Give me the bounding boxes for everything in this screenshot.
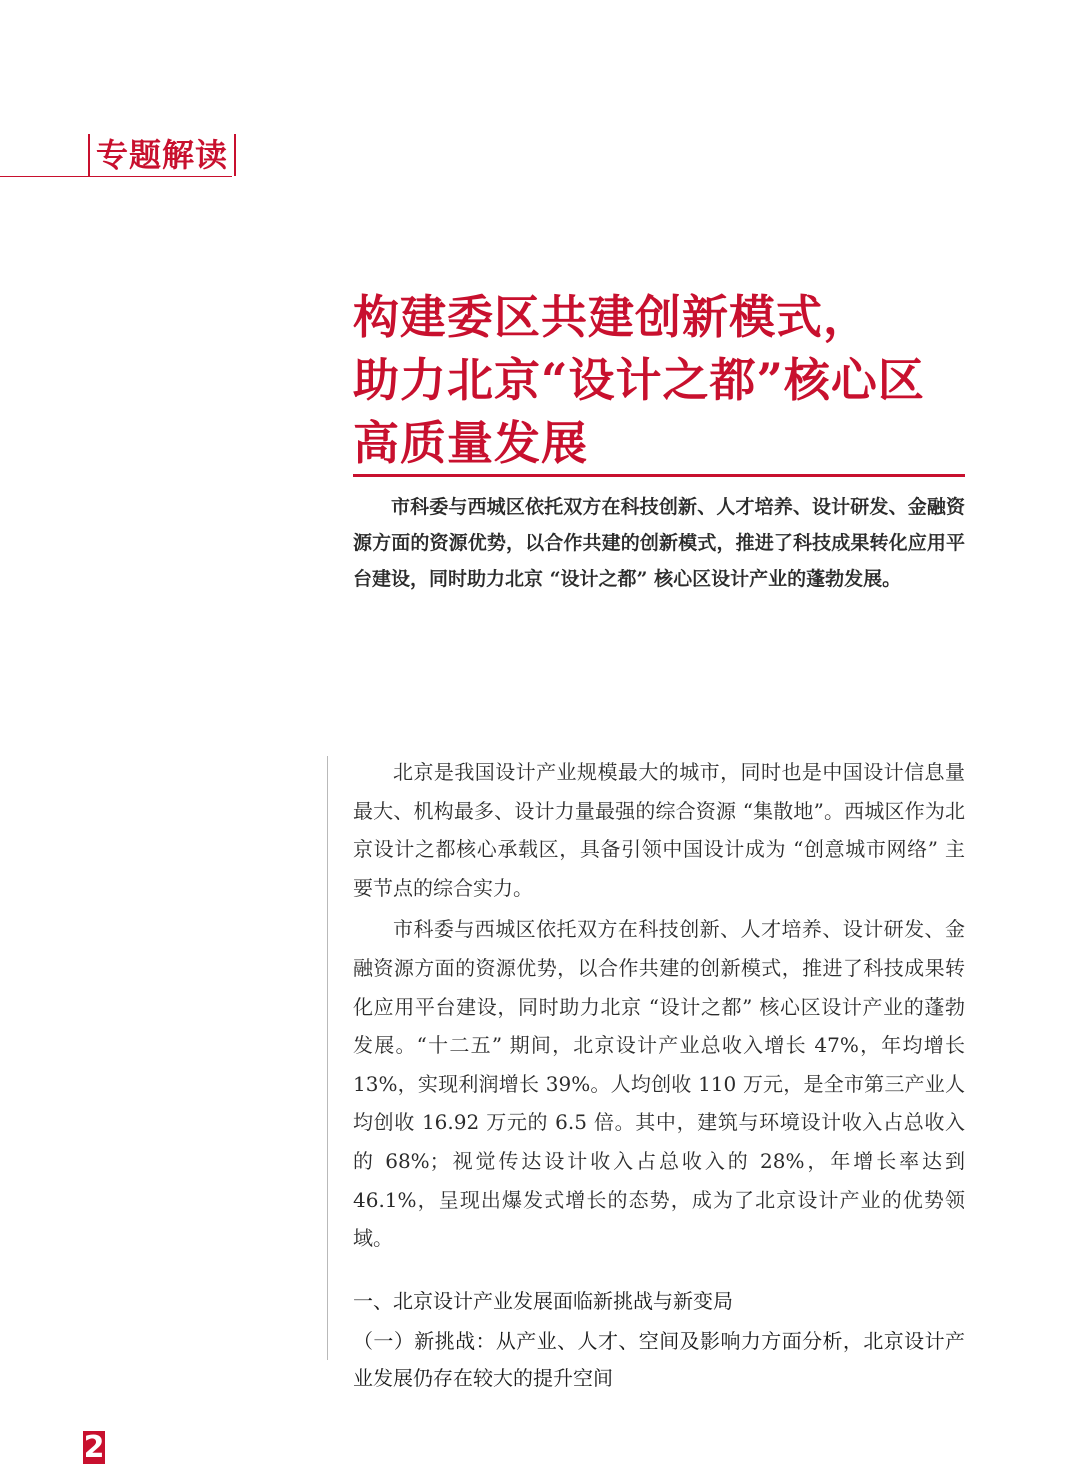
section-heading-1: 一、北京设计产业发展面临新挑战与新变局 — [353, 1288, 733, 1313]
body-column-rule — [327, 756, 328, 1360]
section-label: 专题解读 — [96, 136, 229, 174]
section-tag-rule — [0, 176, 232, 177]
section-heading-2: （一）新挑战：从产业、人才、空间及影响力方面分析，北京设计产业发展仍存在较大的提升空间 — [353, 1328, 965, 1390]
title-divider — [353, 474, 965, 477]
page-number: 2 — [83, 1430, 105, 1465]
article-abstract: 市科委与西城区依托双方在科技创新、人才培养、设计研发、金融资源方面的资源优势，以合作共建的创新模式，推进了科技成果转化应用平台建设，同时助力北京 “设计之都” 核心区设计产业的蓬勃发展。 — [353, 496, 965, 590]
section-tag-left-bar — [88, 134, 90, 176]
title-line-2: 助力北京“设计之都”核心区 — [353, 353, 925, 407]
title-line-3: 高质量发展 — [353, 416, 588, 470]
article-body — [353, 753, 965, 1400]
body-paragraph-1: 北京是我国设计产业规模最大的城市，同时也是中国设计信息量最大、机构最多、设计力量最强的综合资源 “集散地”。西城区作为北京设计之都核心承载区，具备引领中国设计成为 “创意城市网络” 主要节点的综合实力。 — [353, 760, 965, 900]
body-paragraph-2: 市科委与西城区依托双方在科技创新、人才培养、设计研发、金融资源方面的资源优势，以合作共建的创新模式，推进了科技成果转化应用平台建设，同时助力北京 “设计之都” 核心区设计产业的蓬勃发展。“十二五” 期间，北京设计产业总收入增长 47%，年均增长 13%，实现利润增长 39%。人均创收 110 万元，是全市第三产业人均创收 16.92 万元的 6.5 倍。其中，建筑与环境设计收入占总收入的 68%；视觉传达设计收入占总收入的 28%，年增长率达到 46.1%，呈现出爆发式增长的态势，成为了北京设计产业的优势领域。 — [353, 917, 965, 1251]
title-line-1: 构建委区共建创新模式， — [353, 290, 870, 344]
section-tag — [0, 120, 240, 180]
article-title — [353, 286, 993, 475]
section-tag-right-bar — [234, 134, 236, 176]
